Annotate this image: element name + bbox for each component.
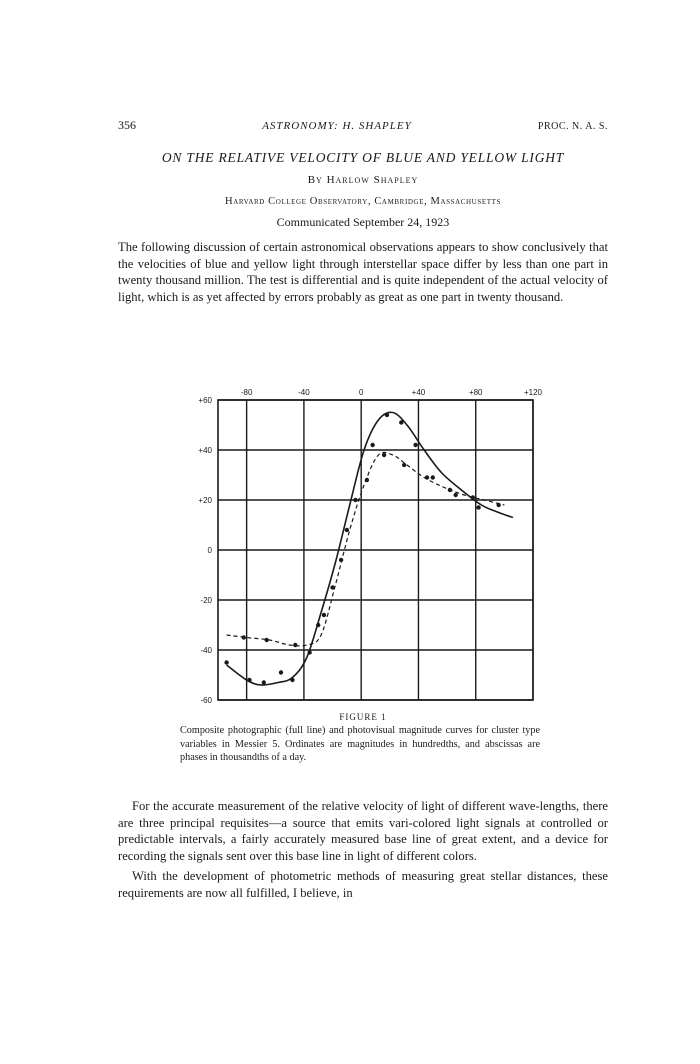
data-point bbox=[330, 585, 334, 589]
data-point bbox=[413, 443, 417, 447]
journal-abbrev: PROC. N. A. S. bbox=[537, 121, 608, 132]
data-point bbox=[322, 613, 326, 617]
data-point bbox=[425, 475, 429, 479]
data-point bbox=[382, 453, 386, 457]
x-tick-label: +80 bbox=[468, 388, 483, 397]
x-tick-label: 0 bbox=[358, 388, 364, 397]
data-point bbox=[453, 493, 457, 497]
photographic-curve bbox=[227, 412, 513, 685]
data-point bbox=[290, 678, 294, 682]
data-point bbox=[224, 660, 228, 664]
y-tick-label: +20 bbox=[198, 496, 212, 505]
data-point bbox=[293, 643, 297, 647]
data-point bbox=[345, 528, 349, 532]
running-title: ASTRONOMY: H. SHAPLEY bbox=[262, 120, 412, 132]
data-point bbox=[402, 463, 406, 467]
article-author: By Harlow Shapley bbox=[307, 174, 419, 186]
data-point bbox=[431, 475, 435, 479]
data-point bbox=[279, 670, 283, 674]
data-point bbox=[262, 680, 266, 684]
figure-caption: Composite photographic (full line) and photovisual magnitude curves for cluster type variables in Messier 5. Ordinates are magnitudes in hundredths, and abscissas are phases in thousandths of a day. bbox=[180, 725, 540, 763]
figure-1 bbox=[118, 380, 608, 710]
data-point bbox=[385, 413, 389, 417]
data-point bbox=[399, 420, 403, 424]
paragraph-intro: The following discussion of certain astronomical observations appears to show conclusively that the velocities of blue and yellow light through interstellar space differ by less than one part in twenty thousand million. The test is differential and is quite independent of the actual velocity of light, which is as yet affected by errors probably as great as one part in twenty thousand. bbox=[118, 240, 608, 304]
x-tick-label: +120 bbox=[523, 388, 543, 397]
data-point bbox=[471, 495, 475, 499]
data-point bbox=[247, 678, 251, 682]
light-curve-chart bbox=[118, 380, 608, 710]
running-head bbox=[118, 118, 608, 136]
page-number: 356 bbox=[118, 118, 136, 132]
x-tick-label: +40 bbox=[411, 388, 426, 397]
y-tick-label: +40 bbox=[198, 446, 212, 455]
y-tick-label: +60 bbox=[198, 396, 212, 405]
x-tick-label: -80 bbox=[240, 388, 253, 397]
article-affiliation: Harvard College Observatory, Cambridge, Massachusetts bbox=[225, 196, 501, 207]
communicated-date: Communicated September 24, 1923 bbox=[276, 215, 450, 229]
data-point bbox=[476, 505, 480, 509]
data-point bbox=[316, 623, 320, 627]
body-text-continued bbox=[118, 798, 608, 901]
paragraph-requisites: For the accurate measurement of the relative velocity of light of different wave-lengths, there are three principal requisites—a source that emits vari-colored light signals at controlled or predictable intervals, a fairly accurately measured base line of great extent, and a device for recording the signals sent over this base line in light of different colors. bbox=[118, 799, 608, 863]
data-point bbox=[496, 503, 500, 507]
figure-label: FIGURE 1 bbox=[339, 712, 387, 722]
paragraph-development: With the development of photometric methods of measuring great stellar distances, these requirements are now all fulfilled, I believe, in bbox=[118, 869, 608, 900]
x-tick-label: -40 bbox=[298, 388, 310, 397]
data-point bbox=[370, 443, 374, 447]
data-point bbox=[353, 498, 357, 502]
y-tick-label: -60 bbox=[200, 696, 212, 705]
data-point bbox=[264, 638, 268, 642]
data-point bbox=[448, 488, 452, 492]
data-point bbox=[242, 635, 246, 639]
y-tick-label: -20 bbox=[200, 596, 212, 605]
y-tick-label: -40 bbox=[200, 646, 212, 655]
journal-page bbox=[118, 118, 608, 900]
data-point bbox=[365, 478, 369, 482]
data-point bbox=[339, 558, 343, 562]
article-title: ON THE RELATIVE VELOCITY OF BLUE AND YELLOW LIGHT bbox=[161, 150, 565, 165]
y-tick-label: 0 bbox=[207, 546, 212, 555]
data-point bbox=[307, 650, 311, 654]
